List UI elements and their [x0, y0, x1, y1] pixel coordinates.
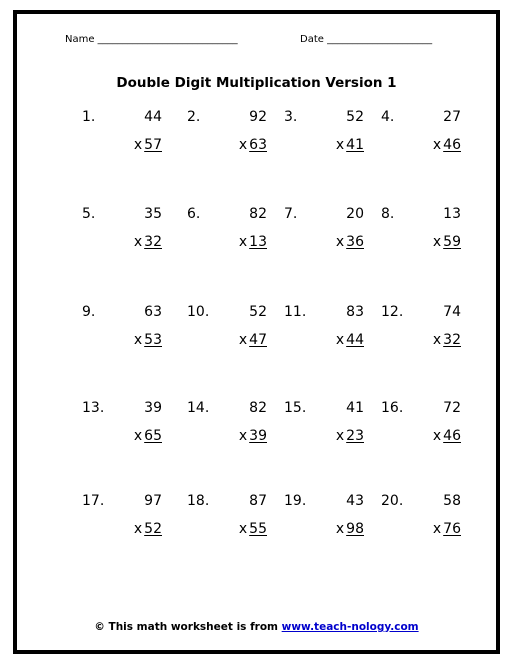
- multiplier-row: [239, 137, 267, 153]
- problem-item: [284, 400, 364, 460]
- footer-text: © This math worksheet is from: [94, 621, 282, 633]
- problem-number: 5.: [82, 206, 96, 222]
- problem-number: 2.: [187, 109, 201, 125]
- multiplicand: 58: [443, 493, 461, 509]
- multiplier: 13: [249, 234, 267, 250]
- footer: [17, 621, 496, 633]
- problem-item: [284, 206, 364, 266]
- multiplicand: 87: [249, 493, 267, 509]
- multiplier: 47: [249, 332, 267, 348]
- problem-item: [284, 109, 364, 169]
- problem-number: 4.: [381, 109, 395, 125]
- multiplier: 44: [346, 332, 364, 348]
- problem-number: 10.: [187, 304, 210, 320]
- times-sign: x: [335, 332, 345, 348]
- problem-item: [82, 400, 162, 460]
- multiplier-row: [239, 234, 267, 250]
- problem-item: [284, 493, 364, 553]
- times-sign: x: [335, 521, 345, 537]
- multiplicand: 39: [144, 400, 162, 416]
- multiplier: 52: [144, 521, 162, 537]
- multiplier-row: [239, 332, 267, 348]
- problem-number: 1.: [82, 109, 96, 125]
- problem-number: 7.: [284, 206, 298, 222]
- problem-item: [381, 109, 461, 169]
- multiplicand: 92: [249, 109, 267, 125]
- multiplicand: 52: [249, 304, 267, 320]
- multiplier-row: [134, 428, 162, 444]
- problem-item: [284, 304, 364, 364]
- problem-number: 14.: [187, 400, 210, 416]
- problem-item: [381, 493, 461, 553]
- multiplier: 65: [144, 428, 162, 444]
- problem-number: 3.: [284, 109, 298, 125]
- problem-item: [187, 206, 267, 266]
- multiplier-row: [134, 521, 162, 537]
- multiplicand: 82: [249, 206, 267, 222]
- times-sign: x: [238, 428, 248, 444]
- worksheet-title: Double Digit Multiplication Version 1: [116, 75, 397, 91]
- multiplier-row: [134, 234, 162, 250]
- multiplier: 46: [443, 137, 461, 153]
- problem-number: 12.: [381, 304, 404, 320]
- problem-number: 19.: [284, 493, 307, 509]
- multiplicand: 83: [346, 304, 364, 320]
- multiplicand: 13: [443, 206, 461, 222]
- problem-number: 18.: [187, 493, 210, 509]
- multiplier-row: [433, 428, 461, 444]
- multiplicand: 44: [144, 109, 162, 125]
- date-field-label: Date _____________________: [300, 34, 433, 45]
- problem-number: 16.: [381, 400, 404, 416]
- problem-item: [187, 400, 267, 460]
- times-sign: x: [335, 234, 345, 250]
- times-sign: x: [133, 428, 143, 444]
- problem-item: [187, 493, 267, 553]
- multiplier-row: [336, 332, 364, 348]
- multiplier-row: [336, 428, 364, 444]
- multiplier-row: [433, 234, 461, 250]
- problem-number: 17.: [82, 493, 105, 509]
- multiplicand: 41: [346, 400, 364, 416]
- multiplier: 36: [346, 234, 364, 250]
- problem-item: [82, 493, 162, 553]
- problem-item: [187, 109, 267, 169]
- multiplier-row: [134, 332, 162, 348]
- multiplicand: 20: [346, 206, 364, 222]
- multiplicand: 97: [144, 493, 162, 509]
- problem-number: 20.: [381, 493, 404, 509]
- problem-number: 15.: [284, 400, 307, 416]
- multiplicand: 82: [249, 400, 267, 416]
- multiplier: 32: [443, 332, 461, 348]
- problem-item: [82, 206, 162, 266]
- multiplicand: 72: [443, 400, 461, 416]
- problem-number: 13.: [82, 400, 105, 416]
- times-sign: x: [432, 234, 442, 250]
- times-sign: x: [133, 137, 143, 153]
- multiplier-row: [239, 521, 267, 537]
- times-sign: x: [238, 234, 248, 250]
- multiplier-row: [239, 428, 267, 444]
- multiplier-row: [134, 137, 162, 153]
- multiplier: 46: [443, 428, 461, 444]
- problem-item: [381, 206, 461, 266]
- times-sign: x: [335, 137, 345, 153]
- multiplicand: 52: [346, 109, 364, 125]
- multiplier: 59: [443, 234, 461, 250]
- multiplier: 39: [249, 428, 267, 444]
- multiplier: 53: [144, 332, 162, 348]
- name-field-label: Name ____________________________: [65, 34, 238, 45]
- multiplier: 55: [249, 521, 267, 537]
- times-sign: x: [335, 428, 345, 444]
- multiplier-row: [433, 332, 461, 348]
- times-sign: x: [238, 137, 248, 153]
- problem-number: 6.: [187, 206, 201, 222]
- problem-item: [187, 304, 267, 364]
- times-sign: x: [133, 332, 143, 348]
- times-sign: x: [133, 521, 143, 537]
- times-sign: x: [133, 234, 143, 250]
- multiplicand: 43: [346, 493, 364, 509]
- multiplier: 41: [346, 137, 364, 153]
- multiplicand: 35: [144, 206, 162, 222]
- multiplier: 76: [443, 521, 461, 537]
- multiplicand: 63: [144, 304, 162, 320]
- times-sign: x: [238, 521, 248, 537]
- times-sign: x: [432, 137, 442, 153]
- problem-number: 9.: [82, 304, 96, 320]
- multiplier: 98: [346, 521, 364, 537]
- times-sign: x: [432, 521, 442, 537]
- problem-number: 8.: [381, 206, 395, 222]
- problem-item: [381, 304, 461, 364]
- multiplier-row: [336, 234, 364, 250]
- footer-link[interactable]: www.teach-nology.com: [281, 621, 419, 633]
- multiplier-row: [433, 521, 461, 537]
- multiplier: 32: [144, 234, 162, 250]
- multiplicand: 27: [443, 109, 461, 125]
- worksheet-page: [13, 10, 500, 654]
- multiplier: 23: [346, 428, 364, 444]
- times-sign: x: [238, 332, 248, 348]
- problem-number: 11.: [284, 304, 307, 320]
- multiplier-row: [336, 521, 364, 537]
- multiplier: 57: [144, 137, 162, 153]
- multiplier-row: [336, 137, 364, 153]
- multiplier-row: [433, 137, 461, 153]
- multiplier: 63: [249, 137, 267, 153]
- problem-item: [82, 109, 162, 169]
- times-sign: x: [432, 332, 442, 348]
- problem-item: [381, 400, 461, 460]
- times-sign: x: [432, 428, 442, 444]
- problem-item: [82, 304, 162, 364]
- multiplicand: 74: [443, 304, 461, 320]
